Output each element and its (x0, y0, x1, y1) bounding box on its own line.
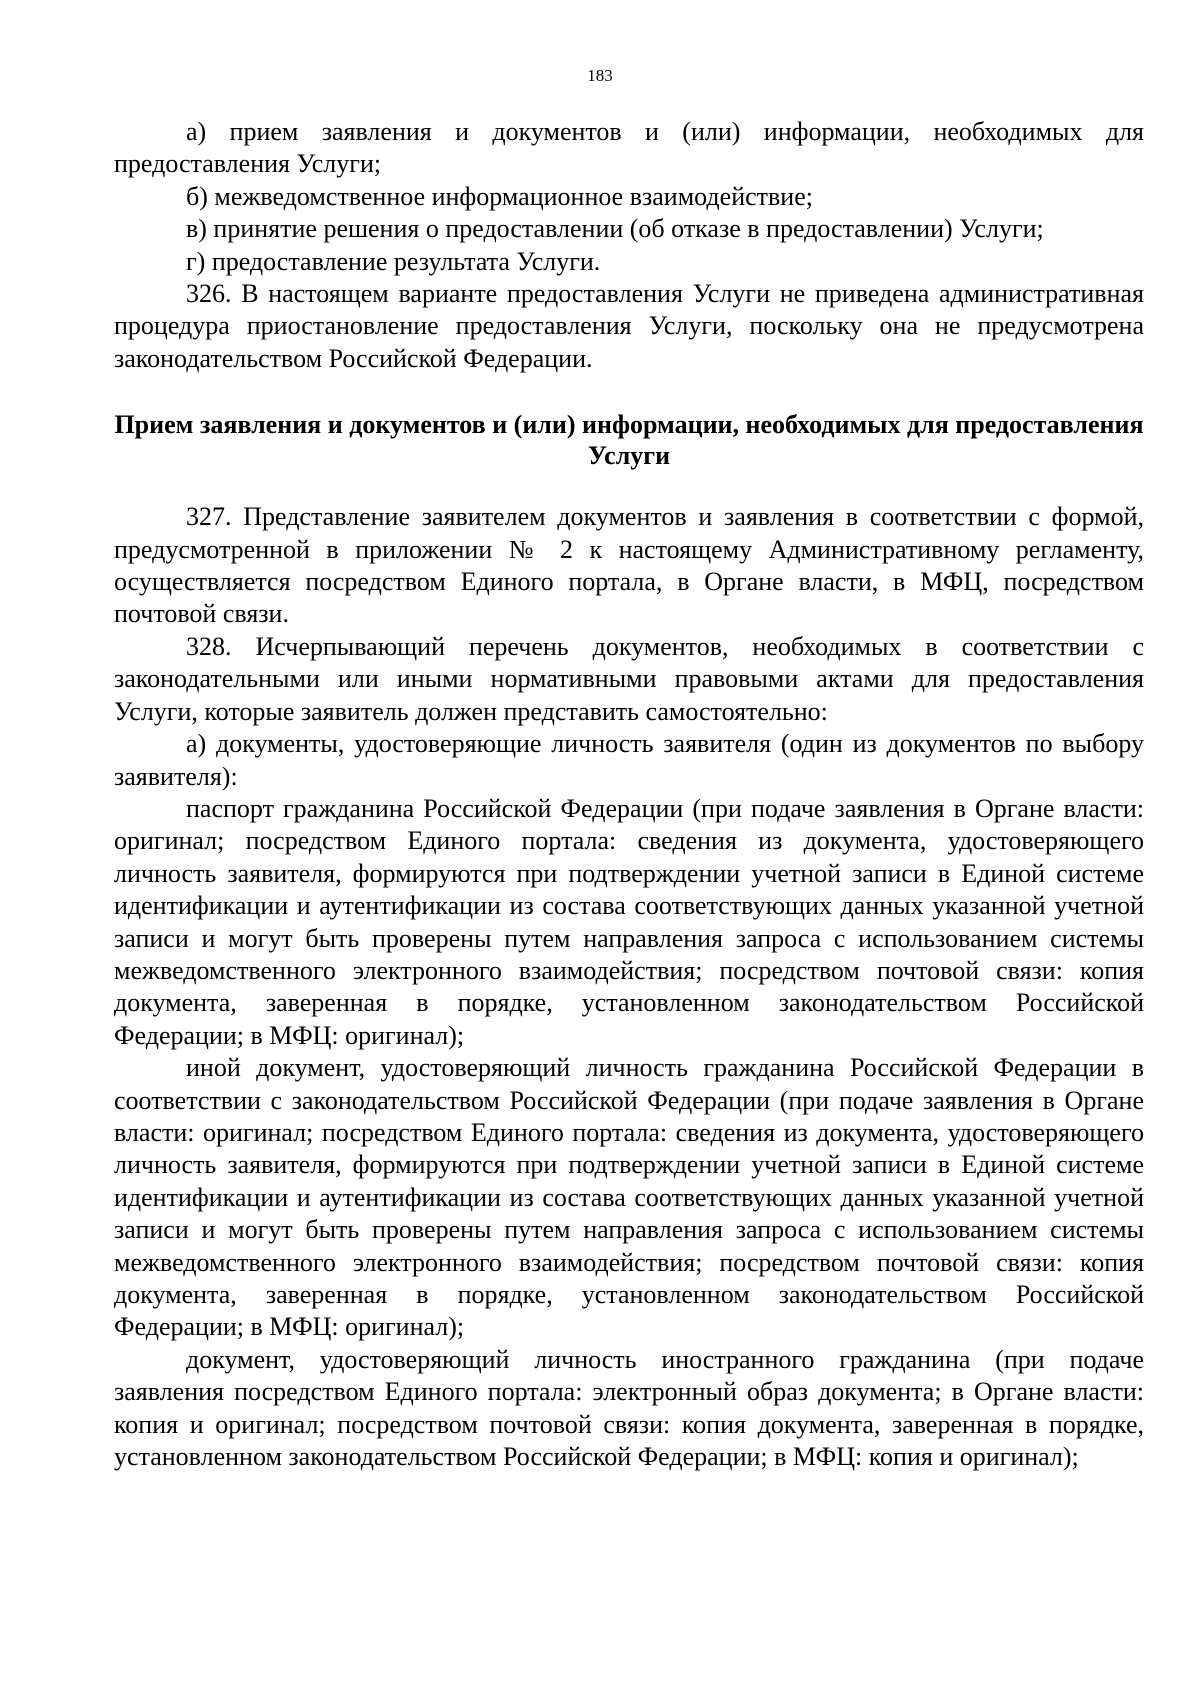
paragraph-foreign-document: документ, удостоверяющий личность иностранного гражданина (при подаче заявления посредством Единого портала: электронный образ документа; в Органе власти: копия и оригинал; посредством почтовой связи: копия документа, заверенная в порядке, установленном законодательством Российской Федерации; в МФЦ: копия и оригинал); (114, 1344, 1144, 1472)
page-number: 183 (587, 66, 613, 85)
list-item-v: в) принятие решения о предоставлении (об отказе в предоставлении) Услуги; (186, 214, 1044, 244)
document-body (114, 116, 1144, 1473)
paragraph-other-document: иной документ, удостоверяющий личность гражданина Российской Федерации в соответствии с законодательством Российской Федерации (при подаче заявления в Органе власти: оригинал; посредством Единого портала: сведения из документа, удостоверяющего личность заявителя, формируются при подтверждении учетной записи в Единой системе идентификации и аутентификации из состава соответствующих данных указанной учетной записи и могут быть проверены путем направления запроса с использованием системы межведомственного электронного взаимодействия; посредством почтовой связи: копия документа, заверенная в порядке, установленном законодательством Российской Федерации; в МФЦ: оригинал); (114, 1053, 1144, 1342)
list-item-b: б) межведомственное информационное взаимодействие; (186, 181, 813, 211)
list-item-documents-a: а) документы, удостоверяющие личность заявителя (один из документов по выбору заявителя): (114, 729, 1144, 791)
list-item-g: г) предоставление результата Услуги. (186, 246, 601, 276)
list-item-a: а) прием заявления и документов и (или) информации, необходимых для предоставления Услуги; (114, 117, 1144, 179)
paragraph-328: 328. Исчерпывающий перечень документов, необходимых в соответствии с законодательными или иными нормативными правовыми актами для предоставления Услуги, которые заявитель должен представить самостоятельно: (114, 631, 1144, 726)
section-heading: Прием заявления и документов и (или) информации, необходимых для предоставления Услуги (114, 410, 1144, 471)
paragraph-327: 327. Представление заявителем документов и заявления в соответствии с формой, предусмотренной в приложении № 2 к настоящему Административному регламенту, осуществляется посредством Единого портала, в Органе власти, в МФЦ, посредством почтовой связи. (114, 502, 1144, 629)
paragraph-326: 326. В настоящем варианте предоставления Услуги не приведена административная процедура приостановление предоставления Услуги, поскольку она не предусмотрена законодательством Российской Федерации. (114, 279, 1144, 373)
paragraph-passport: паспорт гражданина Российской Федерации (при подаче заявления в Органе власти: оригинал; посредством Единого портала: сведения из документа, удостоверяющего личность заявителя, формируются при подтверждении учетной записи в Единой системе идентификации и аутентификации из состава соответствующих данных указанной учетной записи и могут быть проверены путем направления запроса с использованием системы межведомственного электронного взаимодействия; посредством почтовой связи: копия документа, заверенная в порядке, установленном законодательством Российской Федерации; в МФЦ: оригинал); (114, 793, 1144, 1050)
